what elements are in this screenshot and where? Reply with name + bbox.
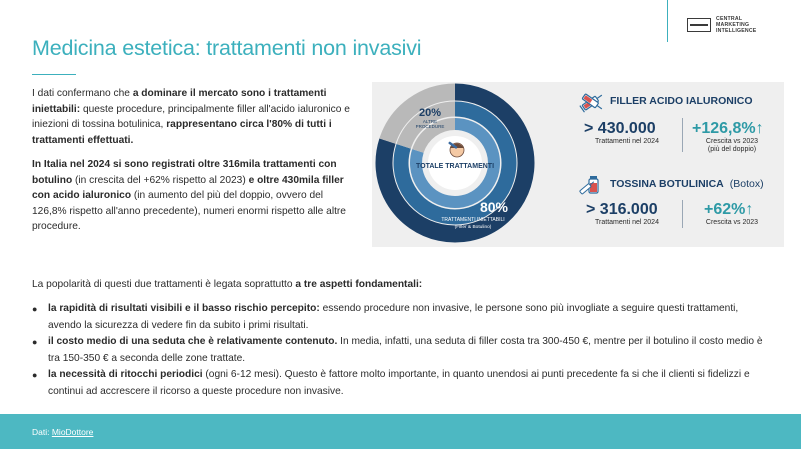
- list-item: [32, 334, 772, 367]
- botox-title: TOSSINA BOTULINICA: [610, 178, 724, 190]
- filler-growth: [692, 120, 764, 138]
- text-run: In media, infatti, una seduta di filler costa tra 300-450 €, mentre per il botulino il costo medio è tra 150-350 € a seconda delle zone trattate.: [48, 336, 763, 364]
- injectables-pct: 80%: [479, 199, 509, 215]
- botox-title-sub: (Botox): [729, 178, 764, 190]
- botox-growth: [704, 201, 753, 219]
- injectables-label: TRATTAMENTI INIETTABILI: [441, 217, 505, 223]
- filler-growth-caption-1: Crescita vs 2023: [705, 138, 759, 145]
- filler-title: FILLER ACIDO IALURONICO: [610, 95, 753, 107]
- list-item: [32, 367, 772, 400]
- filler-heading: [610, 95, 753, 107]
- footer-prefix: Dati:: [32, 427, 52, 437]
- footer-source: [32, 427, 93, 437]
- source-link[interactable]: MioDottore: [51, 427, 94, 437]
- filler-value-caption: Trattamenti nel 2024: [595, 138, 659, 145]
- botox-separator: [682, 200, 683, 228]
- infographic-panel: [372, 82, 784, 247]
- intro-paragraph: [32, 86, 354, 148]
- list-item: [32, 301, 772, 334]
- title-underline: [32, 74, 76, 75]
- page-title: Medicina estetica: trattamenti non invasivi: [32, 36, 422, 60]
- text-run: essendo procedure non invasive, le persone sono più invogliate a seguire questi trattamenti, avendo la sicurezza di vedere fin da subito i primi risultati.: [48, 303, 739, 331]
- footer-bar: [0, 414, 801, 449]
- text-run: queste procedure, principalmente filler all'acido ialuronico e iniezioni di tossina botulinica,: [32, 103, 350, 130]
- arrow-up-icon: ↑: [745, 201, 754, 218]
- logo-line: CENTRAL: [716, 16, 743, 22]
- filler-value: > 430.000: [584, 120, 656, 137]
- bold-text-run: la rapidità di risultati visibili e il basso rischio percepito:: [48, 303, 320, 314]
- syringe-icon: [580, 92, 604, 112]
- arrow-up-icon: ↑: [755, 120, 764, 137]
- other-label-1: ALTRE: [422, 119, 438, 124]
- logo-text: [716, 16, 756, 34]
- italy-paragraph: [32, 157, 354, 235]
- filler-growth-value: +126,8%: [692, 120, 756, 137]
- text-run: La popolarità di questi due trattamenti è legata soprattutto: [32, 279, 296, 290]
- text-run: I dati confermano che: [32, 88, 133, 99]
- vial-syringe-icon: [580, 176, 598, 194]
- botox-growth-value: +62%: [704, 201, 746, 218]
- filler-growth-caption: [690, 138, 774, 154]
- header-divider: [667, 0, 668, 42]
- botox-value-caption: Trattamenti nel 2024: [595, 219, 659, 226]
- logo-line: MARKETING: [716, 22, 750, 28]
- bold-text-run: a dominare il mercato sono i trattamenti iniettabili:: [32, 88, 327, 115]
- filler-growth-caption-2: (più del doppio): [707, 146, 757, 153]
- logo-line: INTELLIGENCE: [716, 28, 757, 34]
- filler-separator: [682, 118, 683, 152]
- text-run: (ogni 6-12 mesi). Questo è fattore molto importante, in quanto unendosi ai punti precedente fa si che il clienti si fidelizzi e continui ad accrescere il ricorso a queste procedure non invasive.: [48, 369, 750, 397]
- lead-sentence: [32, 279, 422, 290]
- logo-mark-icon: [687, 18, 711, 32]
- bold-text-run: e oltre 430mila filler con acido ialuronico: [32, 174, 344, 201]
- text-run: (in crescita del +62% rispetto al 2023): [72, 174, 249, 186]
- injectables-sub: (Filler & Botulino): [454, 225, 492, 230]
- bold-text-run: rappresentano circa l'80% di tutti i trattamenti effettuati.: [32, 119, 332, 146]
- botox-growth-caption: Crescita vs 2023: [705, 219, 759, 226]
- botox-value: > 316.000: [586, 201, 658, 218]
- bold-text-run: il costo medio di una seduta che è relativamente contenuto.: [48, 336, 338, 347]
- donut-center-label: TOTALE TRATTAMENTI: [415, 163, 495, 170]
- other-label-2: PROCEDURE: [415, 124, 445, 129]
- aspects-list: [32, 301, 772, 400]
- bold-text-run: In Italia nel 2024 si sono registrati oltre 316mila trattamenti con botulino: [32, 159, 337, 186]
- brand-logo: [687, 16, 756, 34]
- bold-text-run: a tre aspetti fondamentali:: [295, 279, 423, 290]
- bold-text-run: la necessità di ritocchi periodici: [48, 369, 203, 380]
- botox-heading: [610, 178, 764, 190]
- other-pct: 20%: [418, 107, 442, 119]
- text-run: (in aumento del più del doppio, ovvero del 126,8% rispetto all'anno precedente), numeri enormi rispetto alle altre procedure.: [32, 190, 346, 232]
